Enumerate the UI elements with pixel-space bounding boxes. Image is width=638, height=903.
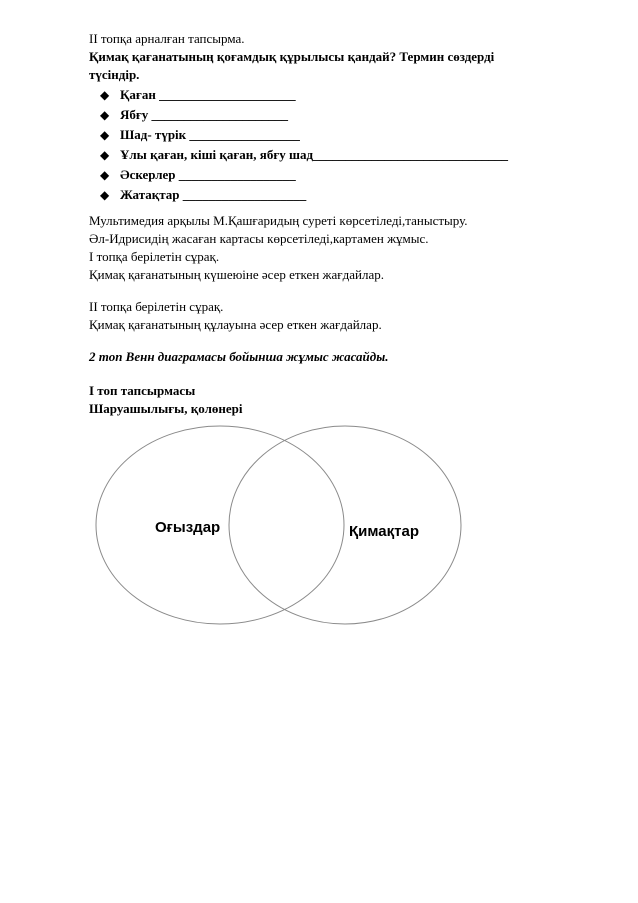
term-text: Ұлы қаған, кіші қаған, ябғу шад______________________________	[120, 147, 509, 162]
para2-line: Қимақ қағанатының құлауына әсер еткен жағдайлар.	[89, 317, 382, 332]
para1-line: Мультимедия арқылы М.Қашғаридың суреті көрсетіледі,таныстыру.	[89, 213, 468, 228]
term-text: Шад- түрік _________________	[120, 127, 300, 142]
diamond-bullet-icon: ◆	[100, 108, 110, 122]
diamond-bullet-icon: ◆	[100, 88, 110, 102]
term-text: Әскерлер __________________	[120, 167, 296, 182]
venn-left-label: Оғыздар	[155, 519, 221, 536]
para2-line: ІІ топқа берілетін сұрақ.	[89, 299, 224, 314]
diamond-bullet-icon: ◆	[100, 148, 110, 162]
diamond-bullet-icon: ◆	[100, 188, 110, 202]
term-text: Ябғу _____________________	[120, 107, 289, 122]
group1-title: І топ тапсырмасы	[89, 383, 196, 398]
question-line-1: Қимақ қағанатының қоғамдық құрылысы қандай? Термин сөздерді	[89, 49, 495, 64]
venn-right-label: Қимақтар	[349, 523, 419, 540]
term-text: Жатақтар ___________________	[120, 187, 307, 202]
term-text: Қаған _____________________	[120, 87, 296, 102]
para1-line: Қимақ қағанатының күшеюіне әсер еткен жағдайлар.	[89, 267, 384, 282]
para1-line: Әл-Идрисидің жасаған картасы көрсетіледі,картамен жұмыс.	[89, 231, 429, 246]
question-line-2: түсіндір.	[89, 67, 140, 82]
venn-instruction: 2 топ Венн диаграмасы бойынша жұмыс жасайды.	[89, 349, 389, 364]
diamond-bullet-icon: ◆	[100, 168, 110, 182]
header-line: ІІ топқа арналған тапсырма.	[89, 31, 245, 46]
group1-subtitle: Шаруашылығы, қолөнері	[89, 401, 243, 416]
diamond-bullet-icon: ◆	[100, 128, 110, 142]
para1-line: І топқа берілетін сұрақ.	[89, 249, 220, 264]
venn-right-circle	[229, 426, 461, 624]
